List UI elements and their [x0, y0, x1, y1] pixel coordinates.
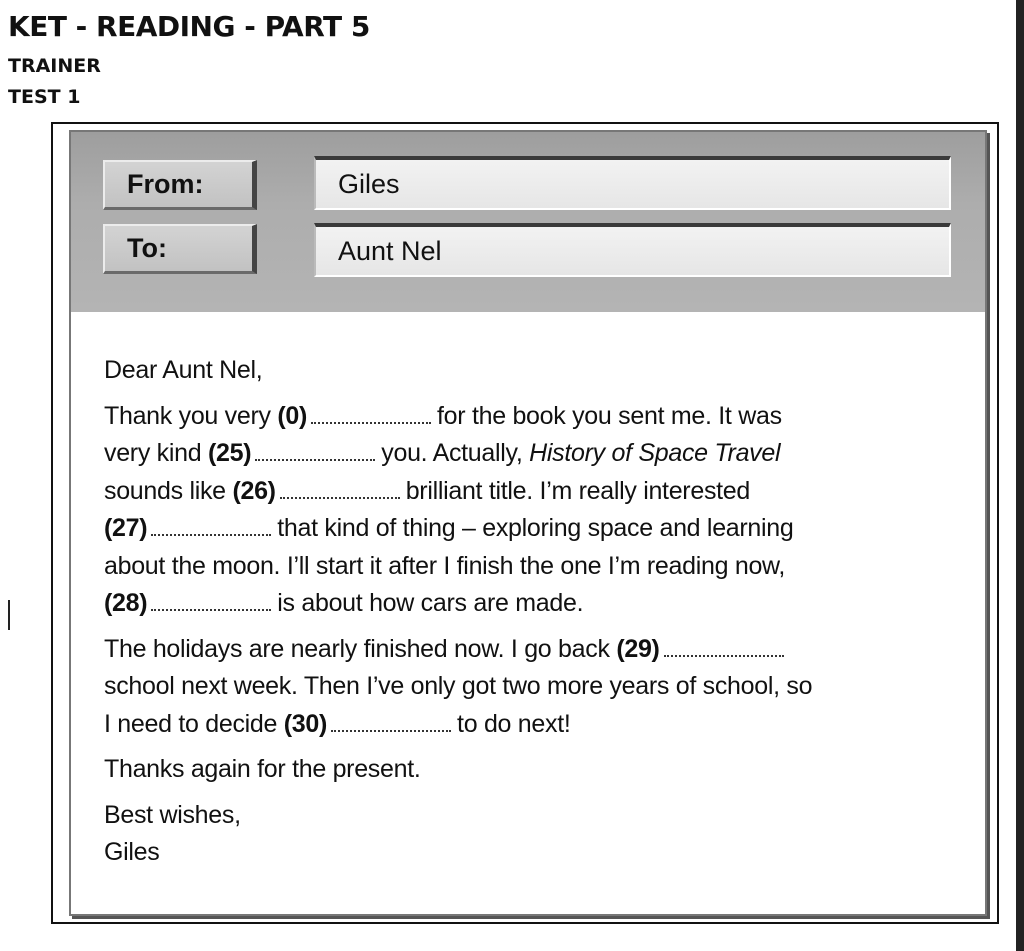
paragraph-1	[104, 398, 964, 623]
line-2-start: very kind	[104, 439, 202, 467]
exercise-frame	[51, 122, 999, 924]
from-label: From:	[103, 160, 257, 210]
line-1-end: for the book you sent me. It was	[437, 401, 782, 430]
answer-gap-26[interactable]	[280, 483, 400, 499]
line-7	[104, 631, 964, 669]
text-cursor	[8, 600, 10, 630]
paragraph-2	[104, 631, 964, 744]
from-field: Giles	[314, 156, 951, 210]
book-title: History of Space Travel	[529, 439, 781, 467]
question-0-number: (0)	[277, 401, 308, 430]
greeting: Dear Aunt Nel,	[104, 356, 263, 384]
answer-gap-28[interactable]	[151, 595, 271, 611]
email-window	[69, 130, 987, 916]
answer-gap-30[interactable]	[331, 716, 451, 732]
page-title: KET - READING - PART 5	[8, 10, 370, 43]
line-8: school next week. Then I’ve only got two more years of school, so	[104, 672, 813, 700]
question-27-number: (27)	[104, 514, 148, 542]
to-label: To:	[103, 224, 257, 274]
signature: Giles	[104, 838, 160, 866]
line-1-start: Thank you very	[104, 401, 271, 430]
line-9	[104, 706, 964, 744]
answer-gap-29[interactable]	[664, 641, 784, 657]
question-30-number: (30)	[283, 709, 328, 738]
line-4	[104, 510, 964, 548]
question-26-number: (26)	[232, 476, 276, 505]
line-9-end: to do next!	[457, 709, 571, 738]
answer-gap-27[interactable]	[151, 520, 271, 536]
line-3-start: sounds like	[104, 476, 226, 505]
line-9-start: I need to decide	[104, 709, 278, 738]
line-1	[104, 398, 964, 436]
page-right-edge	[1016, 0, 1024, 951]
line-6-end: is about how cars are made.	[277, 589, 584, 617]
thanks-line: Thanks again for the present.	[104, 755, 421, 783]
page-subtitle-trainer: TRAINER	[8, 55, 101, 77]
line-2	[104, 435, 964, 473]
line-2-mid: you. Actually,	[381, 439, 523, 467]
answer-gap-0	[311, 408, 431, 424]
email-header	[71, 132, 985, 312]
answer-gap-25[interactable]	[255, 445, 375, 461]
question-25-number: (25)	[208, 439, 252, 467]
page-subtitle-test: TEST 1	[8, 86, 81, 108]
line-6	[104, 585, 964, 623]
question-29-number: (29)	[616, 634, 660, 663]
line-5: about the moon. I’ll start it after I finish the one I’m reading now,	[104, 551, 786, 580]
sign-off: Best wishes,	[104, 800, 241, 829]
line-3	[104, 473, 964, 511]
question-28-number: (28)	[104, 589, 148, 617]
to-field: Aunt Nel	[314, 223, 951, 277]
line-7-start: The holidays are nearly finished now. I go back	[104, 634, 610, 663]
email-body	[104, 352, 964, 872]
line-3-end: brilliant title. I’m really interested	[405, 476, 750, 505]
line-4-end: that kind of thing – exploring space and learning	[277, 514, 794, 542]
